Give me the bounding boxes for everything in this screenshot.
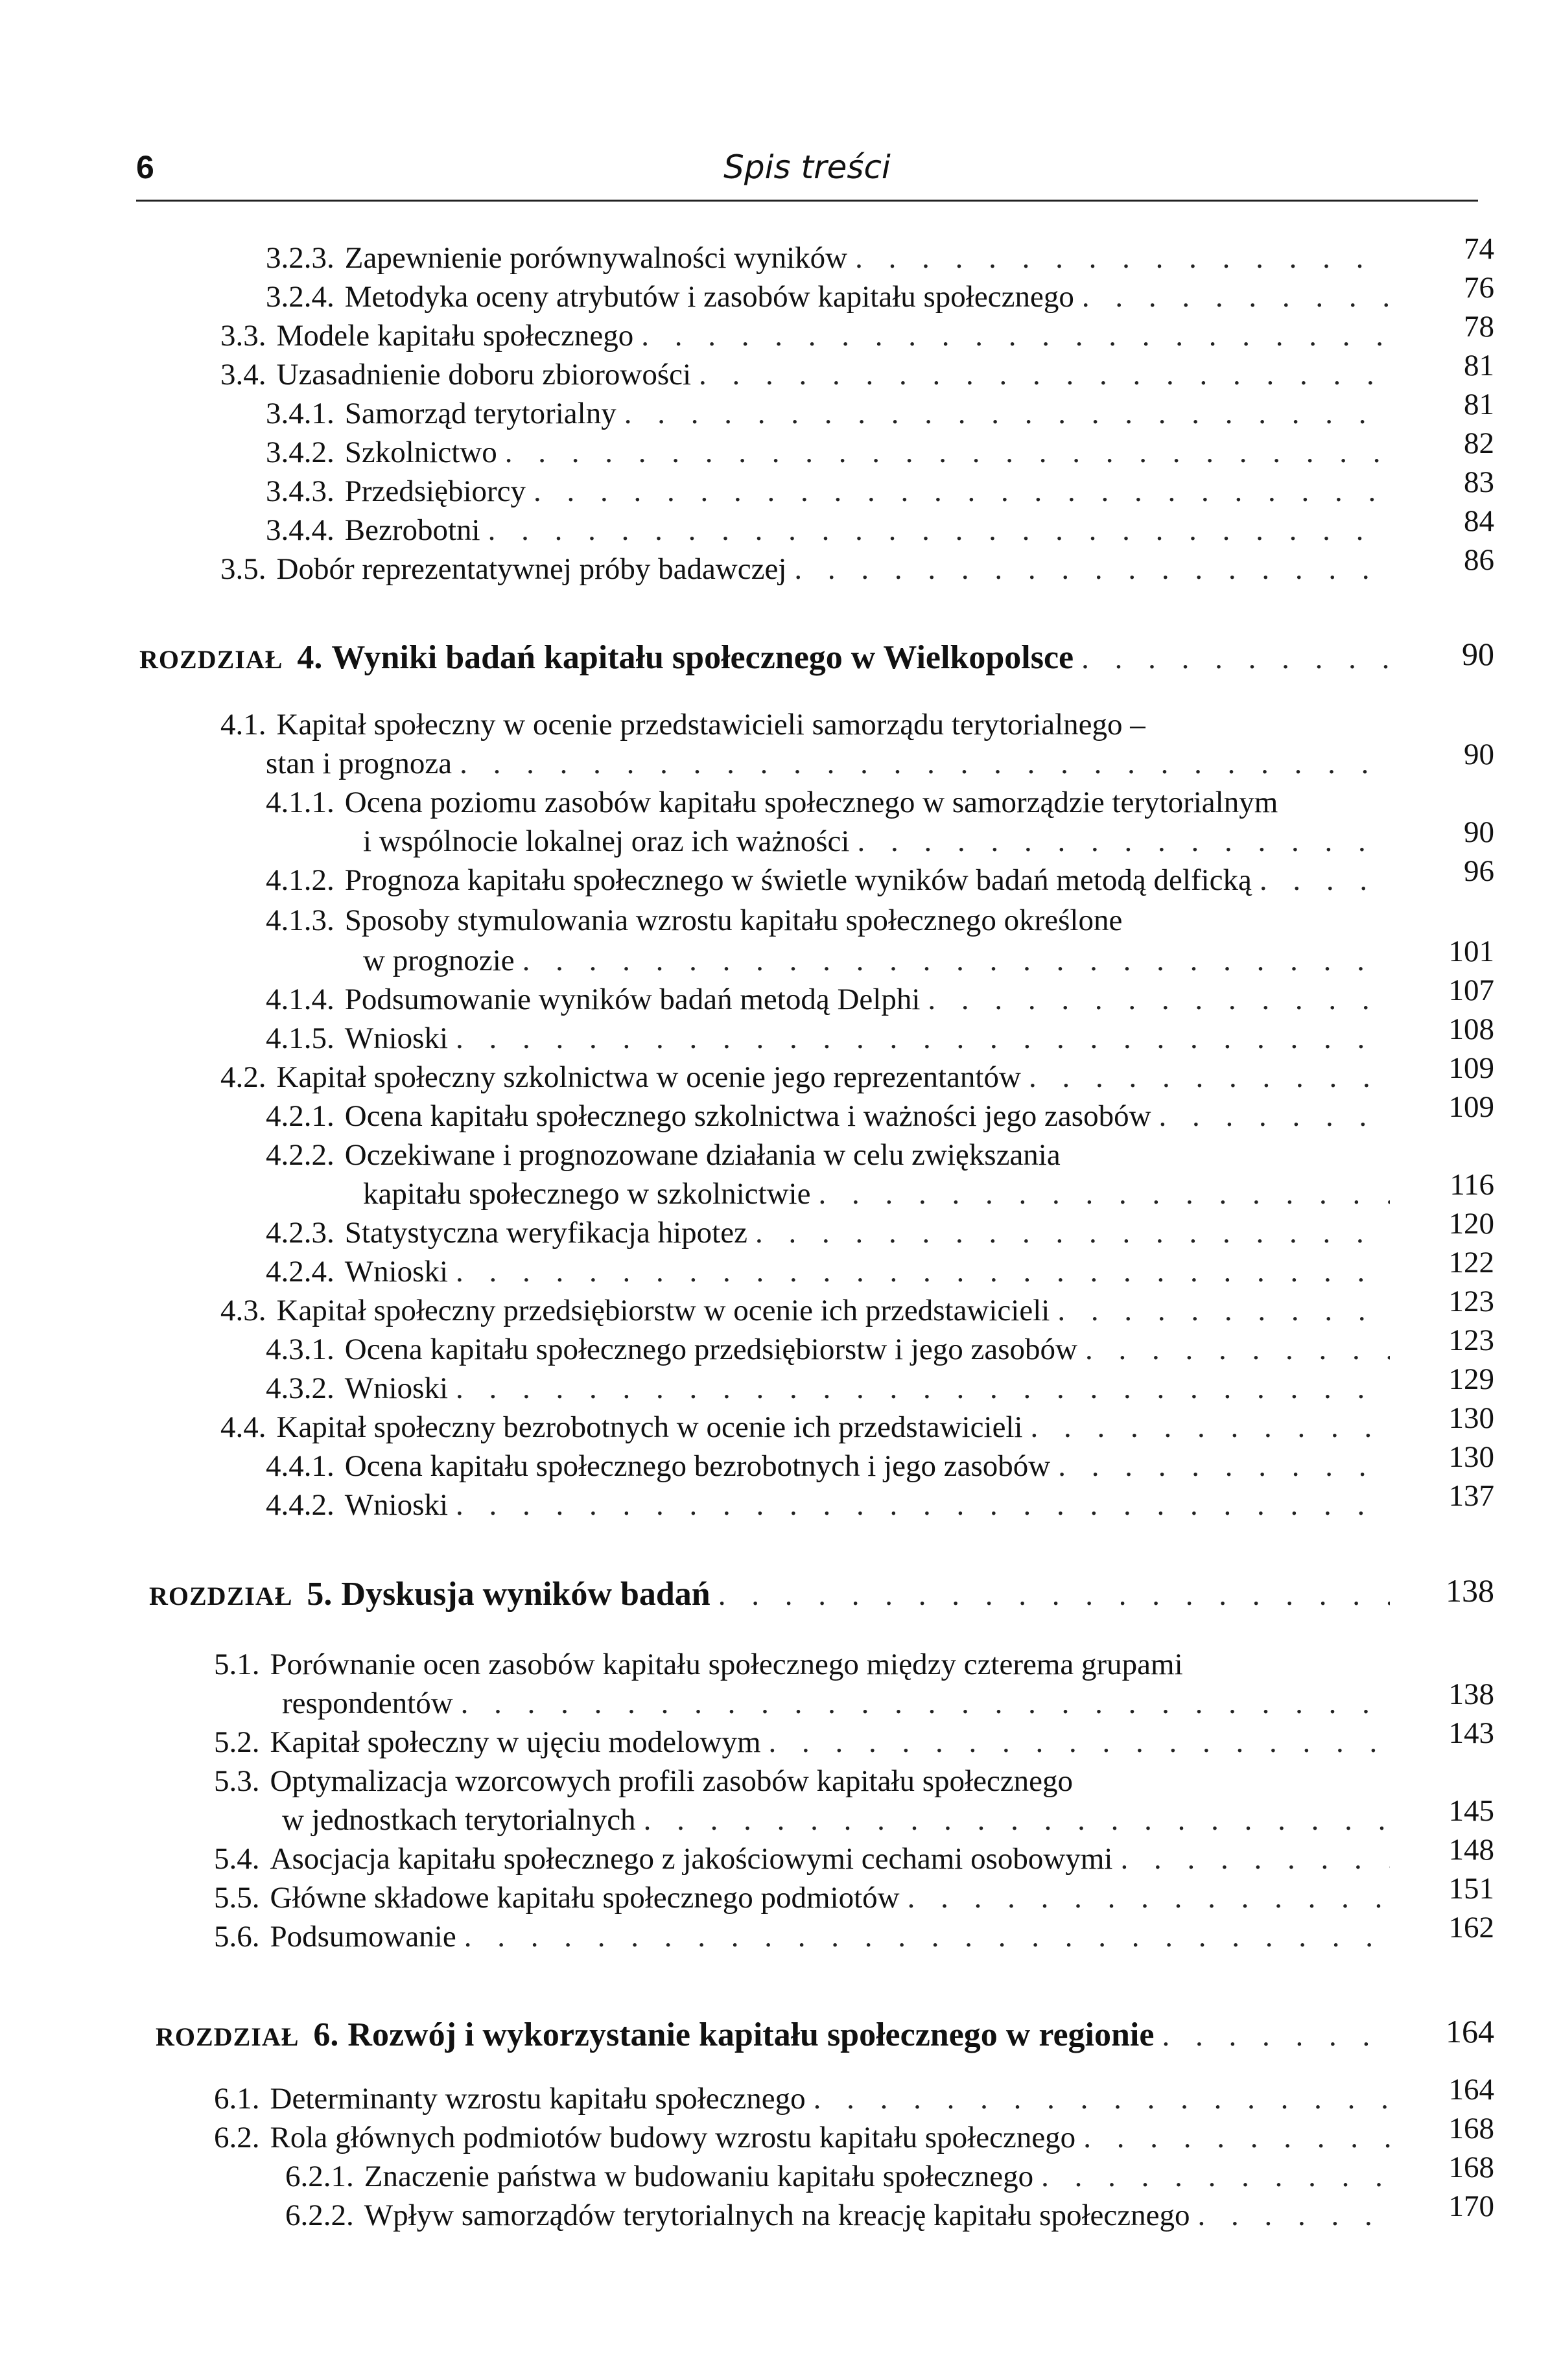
- entry-page-number: 137: [1448, 1479, 1494, 1513]
- leader-dots: [464, 1917, 1390, 1956]
- entry-number: 3.4.4.: [266, 513, 335, 547]
- entry-title: Bezrobotni: [344, 513, 480, 547]
- entry-title-continued-text: i wspólnocie lokalnej oraz ich ważności: [363, 824, 850, 858]
- entry-page-number: 130: [1448, 1401, 1494, 1435]
- entry-page-number: 82: [1464, 426, 1494, 460]
- leader-dots: [718, 1576, 1390, 1615]
- entry-page-number: 122: [1448, 1246, 1494, 1279]
- chapter-title: Dyskusja wyników badań: [341, 1576, 710, 1613]
- toc-entry[interactable]: [266, 239, 1394, 277]
- entry-title: Wnioski: [344, 1371, 449, 1405]
- entry-page-number: 81: [1464, 388, 1494, 421]
- entry-number: 6.2.: [214, 2121, 260, 2154]
- chapter-title: Rozwój i wykorzystanie kapitału społecznego w regionie: [347, 2016, 1155, 2053]
- entry-title: Oczekiwane i prognozowane działania w celu zwiększania: [344, 1138, 1061, 1172]
- entry-number: 4.1.1.: [266, 786, 335, 819]
- entry-title: Rola głównych podmiotów budowy wzrostu kapitału społecznego: [270, 2121, 1076, 2154]
- chapter-number: 6.: [313, 2016, 339, 2053]
- leader-dots: [505, 433, 1390, 472]
- leader-dots: [1031, 1408, 1390, 1447]
- leader-dots: [855, 239, 1390, 277]
- entry-number: 5.4.: [214, 1842, 260, 1876]
- entry-title: Kapitał społeczny bezrobotnych w ocenie ich przedstawicieli: [276, 1410, 1023, 1444]
- leader-dots: [794, 550, 1390, 589]
- leader-dots: [456, 1486, 1390, 1524]
- chapter-number: 5.: [307, 1576, 333, 1613]
- entry-title-continued: [282, 1801, 1394, 1839]
- entry-page-number: 90: [1464, 815, 1494, 849]
- entry-page-number: 109: [1448, 1051, 1494, 1085]
- entry-title: Wnioski: [344, 1255, 449, 1289]
- leader-dots: [1159, 1097, 1390, 1136]
- chapter-page-number: 138: [1446, 1572, 1494, 1609]
- toc-entry[interactable]: [266, 1447, 1394, 1486]
- page-number: 6: [136, 149, 154, 185]
- entry-number: 4.4.2.: [266, 1488, 335, 1522]
- entry-page-number: 123: [1448, 1285, 1494, 1318]
- entry-title: Wpływ samorządów terytorialnych na kreację kapitału społecznego: [364, 2199, 1190, 2232]
- entry-title-continued: [266, 744, 1394, 783]
- toc-entry[interactable]: [266, 1330, 1394, 1369]
- entry-title: Sposoby stymulowania wzrostu kapitału społecznego określone: [344, 904, 1123, 937]
- leader-dots: [523, 941, 1390, 980]
- entry-number: 4.1.4.: [266, 983, 335, 1016]
- entry-page-number: 168: [1448, 2151, 1494, 2184]
- leader-dots: [1083, 2118, 1390, 2157]
- entry-page-number: 148: [1448, 1833, 1494, 1867]
- toc-entry[interactable]: [214, 1878, 1394, 1917]
- entry-title: Porównanie ocen zasobów kapitału społecznego między czterema grupami: [270, 1648, 1183, 1681]
- entry-title: Asocjacja kapitału społecznego z jakościowymi cechami osobowymi: [270, 1842, 1113, 1876]
- entry-number: 4.1.2.: [266, 863, 335, 897]
- entry-number: 6.2.2.: [285, 2199, 354, 2232]
- toc-entry[interactable]: [214, 2079, 1394, 2118]
- entry-page-number: 116: [1450, 1168, 1494, 1202]
- toc-entry[interactable]: [266, 1213, 1394, 1252]
- entry-page-number: 74: [1464, 232, 1494, 266]
- leader-dots: [456, 1252, 1390, 1291]
- toc-entry[interactable]: [266, 277, 1394, 316]
- leader-dots: [1260, 861, 1390, 900]
- entry-page-number: 162: [1448, 1911, 1494, 1944]
- leader-dots: [1085, 1330, 1390, 1369]
- toc-entry[interactable]: [266, 901, 1394, 940]
- entry-number: 4.1.5.: [266, 1021, 335, 1055]
- entry-number: 3.3.: [220, 319, 266, 353]
- entry-title: Kapitał społeczny w ocenie przedstawicieli samorządu terytorialnego –: [276, 708, 1145, 741]
- leader-dots: [908, 1878, 1390, 1917]
- toc-entry[interactable]: [220, 1058, 1394, 1097]
- entry-title: Zapewnienie porównywalności wyników: [344, 241, 848, 275]
- entry-number: 4.3.2.: [266, 1371, 335, 1405]
- entry-number: 6.1.: [214, 2082, 260, 2116]
- entry-page-number: 170: [1448, 2189, 1494, 2223]
- toc-entry[interactable]: [266, 1019, 1394, 1058]
- entry-number: 3.4.2.: [266, 436, 335, 469]
- toc-entry[interactable]: [266, 472, 1394, 511]
- entry-page-number: 84: [1464, 504, 1494, 538]
- leader-dots: [1058, 1447, 1390, 1486]
- toc-entry[interactable]: [266, 1369, 1394, 1408]
- entry-page-number: 96: [1464, 854, 1494, 888]
- entry-number: 4.2.4.: [266, 1255, 335, 1289]
- entry-title: Modele kapitału społecznego: [276, 319, 634, 353]
- entry-number: 5.1.: [214, 1648, 260, 1681]
- chapter-label: ROZDZIAŁ: [149, 1581, 293, 1611]
- chapter-page-number: 164: [1446, 2013, 1494, 2049]
- leader-dots: [1197, 2196, 1390, 2235]
- leader-dots: [456, 1369, 1390, 1408]
- toc-entry[interactable]: [220, 1408, 1394, 1447]
- entry-number: 4.2.2.: [266, 1138, 335, 1172]
- entry-title: Dobór reprezentatywnej próby badawczej: [276, 552, 787, 586]
- entry-title-continued: [363, 1174, 1394, 1213]
- entry-title: Determinanty wzrostu kapitału społecznego: [270, 2082, 806, 2116]
- chapter-entry[interactable]: [139, 638, 1394, 677]
- entry-page-number: 145: [1448, 1794, 1494, 1828]
- leader-dots: [488, 511, 1390, 550]
- chapter-label: ROZDZIAŁ: [139, 645, 283, 674]
- toc-entry[interactable]: [214, 1723, 1394, 1762]
- toc-entry[interactable]: [220, 1291, 1394, 1330]
- chapter-page-number: 90: [1462, 636, 1494, 672]
- entry-page-number: 123: [1448, 1324, 1494, 1357]
- chapter-entry[interactable]: [156, 2016, 1394, 2055]
- entry-number: 3.4.1.: [266, 397, 335, 430]
- entry-title: Znaczenie państwa w budowaniu kapitału społecznego: [364, 2160, 1034, 2193]
- entry-title: Wnioski: [344, 1021, 449, 1055]
- entry-number: 4.2.3.: [266, 1216, 335, 1250]
- entry-number: 3.4.3.: [266, 474, 335, 508]
- entry-page-number: 101: [1448, 935, 1494, 968]
- running-title: Spis treści: [723, 148, 891, 186]
- entry-number: 5.2.: [214, 1725, 260, 1759]
- entry-title-continued-text: stan i prognoza: [266, 747, 452, 780]
- toc-entry[interactable]: [266, 783, 1394, 822]
- entry-number: 5.6.: [214, 1920, 260, 1954]
- toc-entry[interactable]: [266, 1252, 1394, 1291]
- toc-entry[interactable]: [220, 705, 1394, 744]
- leader-dots: [456, 1019, 1390, 1058]
- entry-title-continued: [363, 822, 1394, 861]
- toc-entry[interactable]: [266, 980, 1394, 1019]
- entry-title-continued-text: w jednostkach terytorialnych: [282, 1803, 636, 1837]
- entry-page-number: 78: [1464, 310, 1494, 344]
- leader-dots: [1120, 1839, 1390, 1878]
- toc-entry[interactable]: [214, 1645, 1394, 1684]
- entry-title: Wnioski: [344, 1488, 449, 1522]
- leader-dots: [857, 822, 1390, 861]
- entry-page-number: 83: [1464, 465, 1494, 499]
- entry-number: 4.3.: [220, 1294, 266, 1327]
- leader-dots: [1082, 277, 1390, 316]
- leader-dots: [814, 2079, 1390, 2118]
- entry-title: Główne składowe kapitału społecznego podmiotów: [270, 1881, 900, 1915]
- entry-title: Szkolnictwo: [344, 436, 497, 469]
- entry-number: 4.1.3.: [266, 904, 335, 937]
- chapter-number: 4.: [297, 639, 323, 676]
- toc-entry[interactable]: [220, 355, 1394, 394]
- entry-page-number: 138: [1448, 1677, 1494, 1711]
- entry-title: Podsumowanie: [270, 1920, 456, 1954]
- entry-page-number: 90: [1464, 738, 1494, 771]
- entry-title: Ocena kapitału społecznego szkolnictwa i ważności jego zasobów: [344, 1099, 1151, 1133]
- toc-entry[interactable]: [220, 550, 1394, 589]
- entry-title: Samorząd terytorialny: [344, 397, 616, 430]
- toc-entry[interactable]: [266, 511, 1394, 550]
- entry-title-continued-text: respondentów: [282, 1686, 453, 1720]
- toc-entry[interactable]: [266, 1486, 1394, 1524]
- entry-page-number: 168: [1448, 2112, 1494, 2145]
- entry-number: 5.5.: [214, 1881, 260, 1915]
- leader-dots: [928, 980, 1390, 1019]
- leader-dots: [818, 1174, 1390, 1213]
- toc-entry[interactable]: [266, 1097, 1394, 1136]
- toc-entry[interactable]: [214, 2118, 1394, 2157]
- entry-title: Kapitał społeczny przedsiębiorstw w ocenie ich przedstawicieli: [276, 1294, 1050, 1327]
- entry-number: 4.2.: [220, 1060, 266, 1094]
- toc-entry[interactable]: [214, 1917, 1394, 1956]
- entry-number: 4.1.: [220, 708, 266, 741]
- toc-entry[interactable]: [285, 2157, 1394, 2196]
- entry-title: Optymalizacja wzorcowych profili zasobów kapitału społecznego: [270, 1764, 1074, 1798]
- chapter-entry[interactable]: [149, 1575, 1394, 1614]
- entry-title-continued-text: kapitału społecznego w szkolnictwie: [363, 1177, 811, 1211]
- entry-number: 4.2.1.: [266, 1099, 335, 1133]
- entry-title: Podsumowanie wyników badań metodą Delphi: [344, 983, 921, 1016]
- leader-dots: [460, 744, 1390, 783]
- entry-number: 3.5.: [220, 552, 266, 586]
- entry-title-continued-text: w prognozie: [363, 944, 515, 977]
- toc-entry[interactable]: [214, 1839, 1394, 1878]
- entry-number: 4.4.1.: [266, 1449, 335, 1483]
- entry-number: 3.2.3.: [266, 241, 335, 275]
- toc-entry[interactable]: [285, 2196, 1394, 2235]
- entry-title: Kapitał społeczny w ujęciu modelowym: [270, 1725, 761, 1759]
- entry-number: 4.4.: [220, 1410, 266, 1444]
- entry-page-number: 109: [1448, 1090, 1494, 1124]
- leader-dots: [769, 1723, 1390, 1762]
- toc-entry[interactable]: [266, 861, 1394, 900]
- toc-entry[interactable]: [266, 394, 1394, 433]
- leader-dots: [461, 1684, 1390, 1723]
- entry-title: Statystyczna weryfikacja hipotez: [344, 1216, 747, 1250]
- entry-title-continued: [282, 1684, 1394, 1723]
- entry-title: Ocena poziomu zasobów kapitału społecznego w samorządzie terytorialnym: [344, 786, 1278, 819]
- entry-number: 4.3.1.: [266, 1333, 335, 1366]
- leader-dots: [644, 1801, 1390, 1839]
- entry-title: Prognoza kapitału społecznego w świetle wyników badań metodą delficką: [344, 863, 1252, 897]
- leader-dots: [1081, 639, 1390, 678]
- entry-page-number: 129: [1448, 1362, 1494, 1396]
- leader-dots: [1041, 2157, 1390, 2196]
- leader-dots: [1057, 1291, 1390, 1330]
- entry-title: Uzasadnienie doboru zbiorowości: [276, 358, 692, 391]
- entry-title: Metodyka oceny atrybutów i zasobów kapitału społecznego: [344, 280, 1074, 314]
- toc-entry[interactable]: [266, 1136, 1394, 1174]
- leader-dots: [534, 472, 1390, 511]
- toc-entry[interactable]: [214, 1762, 1394, 1801]
- entry-number: 3.4.: [220, 358, 266, 391]
- leader-dots: [624, 394, 1390, 433]
- entry-page-number: 120: [1448, 1207, 1494, 1241]
- entry-page-number: 130: [1448, 1440, 1494, 1474]
- entry-page-number: 81: [1464, 349, 1494, 382]
- entry-title-continued: [363, 941, 1394, 980]
- chapter-title: Wyniki badań kapitału społecznego w Wielkopolsce: [331, 639, 1074, 676]
- entry-title: Ocena kapitału społecznego przedsiębiorstw i jego zasobów: [344, 1333, 1077, 1366]
- entry-page-number: 107: [1448, 974, 1494, 1007]
- leader-dots: [699, 355, 1390, 394]
- entry-title: Ocena kapitału społecznego bezrobotnych i jego zasobów: [344, 1449, 1051, 1483]
- leader-dots: [755, 1213, 1390, 1252]
- entry-page-number: 151: [1448, 1872, 1494, 1906]
- entry-page-number: 108: [1448, 1012, 1494, 1046]
- entry-number: 3.2.4.: [266, 280, 335, 314]
- entry-title: Kapitał społeczny szkolnictwa w ocenie jego reprezentantów: [276, 1060, 1021, 1094]
- entry-page-number: 164: [1448, 2073, 1494, 2106]
- toc-entry[interactable]: [266, 433, 1394, 472]
- entry-number: 6.2.1.: [285, 2160, 354, 2193]
- leader-dots: [1162, 2016, 1390, 2055]
- entry-title: Przedsiębiorcy: [344, 474, 526, 508]
- toc-entry[interactable]: [220, 316, 1394, 355]
- leader-dots: [1029, 1058, 1390, 1097]
- entry-page-number: 76: [1464, 271, 1494, 305]
- entry-page-number: 143: [1448, 1716, 1494, 1750]
- leader-dots: [641, 316, 1390, 355]
- chapter-label: ROZDZIAŁ: [156, 2022, 299, 2051]
- entry-number: 5.3.: [214, 1764, 260, 1798]
- entry-page-number: 86: [1464, 543, 1494, 577]
